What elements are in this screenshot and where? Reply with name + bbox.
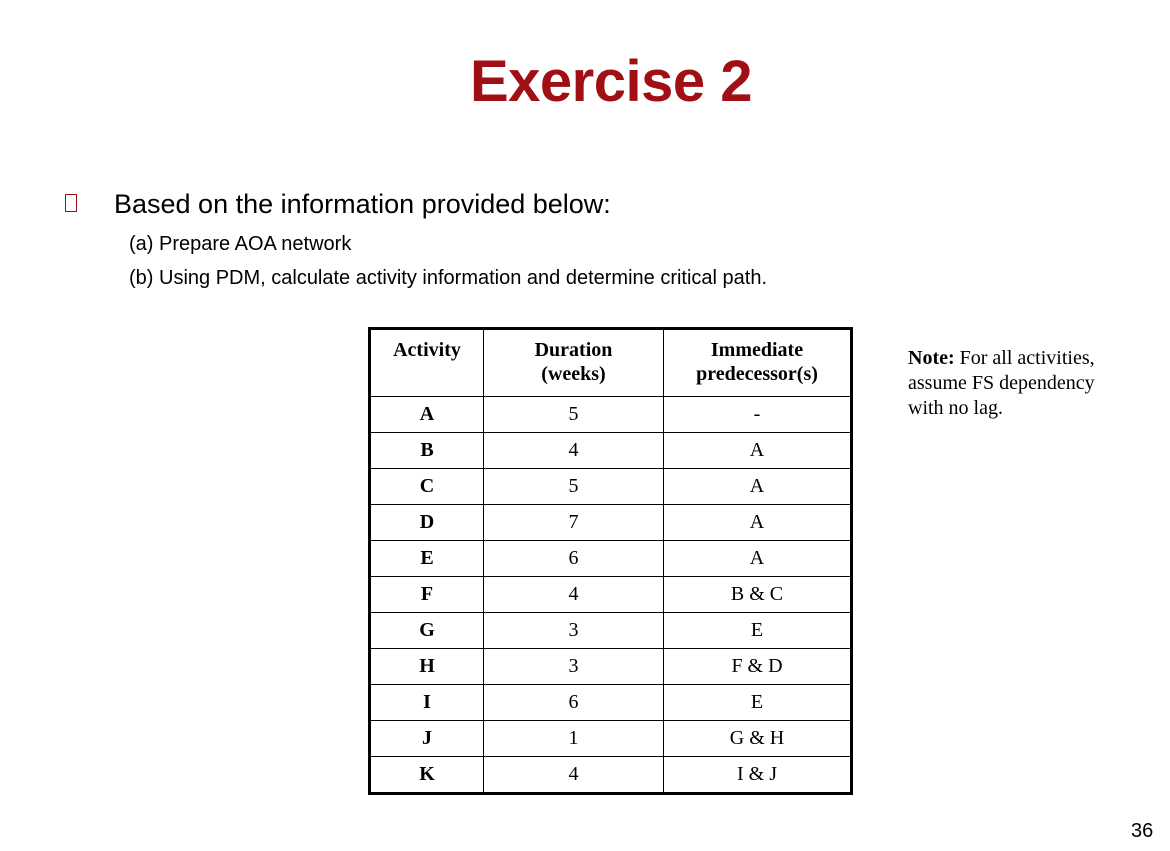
page-number: 36: [1131, 820, 1154, 842]
header-activity: Activity: [370, 329, 484, 397]
cell-predecessor: A: [664, 433, 852, 469]
instruction-b: (b) Using PDM, calculate activity information and determine critical path.: [129, 267, 768, 289]
table-row: [370, 757, 852, 794]
cell-activity: H: [370, 649, 484, 685]
activity-table: [368, 327, 853, 795]
cell-activity: G: [370, 613, 484, 649]
cell-activity: J: [370, 721, 484, 757]
cell-duration: 5: [484, 469, 664, 505]
cell-predecessor: I & J: [664, 757, 852, 794]
cell-duration: 1: [484, 721, 664, 757]
cell-predecessor: E: [664, 685, 852, 721]
note-label: Note:: [908, 347, 955, 369]
header-predecessors: Immediate predecessor(s): [664, 329, 852, 397]
cell-activity: A: [370, 397, 484, 433]
cell-predecessor: E: [664, 613, 852, 649]
cell-activity: D: [370, 505, 484, 541]
cell-activity: I: [370, 685, 484, 721]
cell-predecessor: A: [664, 469, 852, 505]
cell-duration: 4: [484, 757, 664, 794]
header-duration: Duration (weeks): [484, 329, 664, 397]
cell-duration: 3: [484, 649, 664, 685]
table-row: [370, 721, 852, 757]
intro-text: Based on the information provided below:: [114, 189, 611, 219]
table-row: [370, 613, 852, 649]
slide-title: Exercise 2: [469, 49, 753, 114]
note-text: [908, 346, 1123, 421]
table-row: [370, 685, 852, 721]
cell-predecessor: -: [664, 397, 852, 433]
cell-predecessor: F & D: [664, 649, 852, 685]
table-row: [370, 469, 852, 505]
bullet-square-icon: [65, 194, 77, 212]
note-body: For all activities, assume FS dependency with no lag.: [908, 347, 1095, 419]
cell-duration: 7: [484, 505, 664, 541]
cell-activity: K: [370, 757, 484, 794]
table-row: [370, 505, 852, 541]
table-row: [370, 577, 852, 613]
table-row: [370, 649, 852, 685]
cell-duration: 4: [484, 577, 664, 613]
table-row: [370, 433, 852, 469]
cell-duration: 6: [484, 685, 664, 721]
cell-activity: E: [370, 541, 484, 577]
cell-duration: 6: [484, 541, 664, 577]
instruction-a: (a) Prepare AOA network: [129, 233, 352, 255]
cell-predecessor: A: [664, 541, 852, 577]
cell-activity: F: [370, 577, 484, 613]
cell-predecessor: B & C: [664, 577, 852, 613]
cell-duration: 4: [484, 433, 664, 469]
table-header-row: [370, 329, 852, 397]
cell-predecessor: G & H: [664, 721, 852, 757]
cell-activity: B: [370, 433, 484, 469]
table-row: [370, 541, 852, 577]
cell-duration: 5: [484, 397, 664, 433]
cell-activity: C: [370, 469, 484, 505]
cell-duration: 3: [484, 613, 664, 649]
cell-predecessor: A: [664, 505, 852, 541]
table-row: [370, 397, 852, 433]
